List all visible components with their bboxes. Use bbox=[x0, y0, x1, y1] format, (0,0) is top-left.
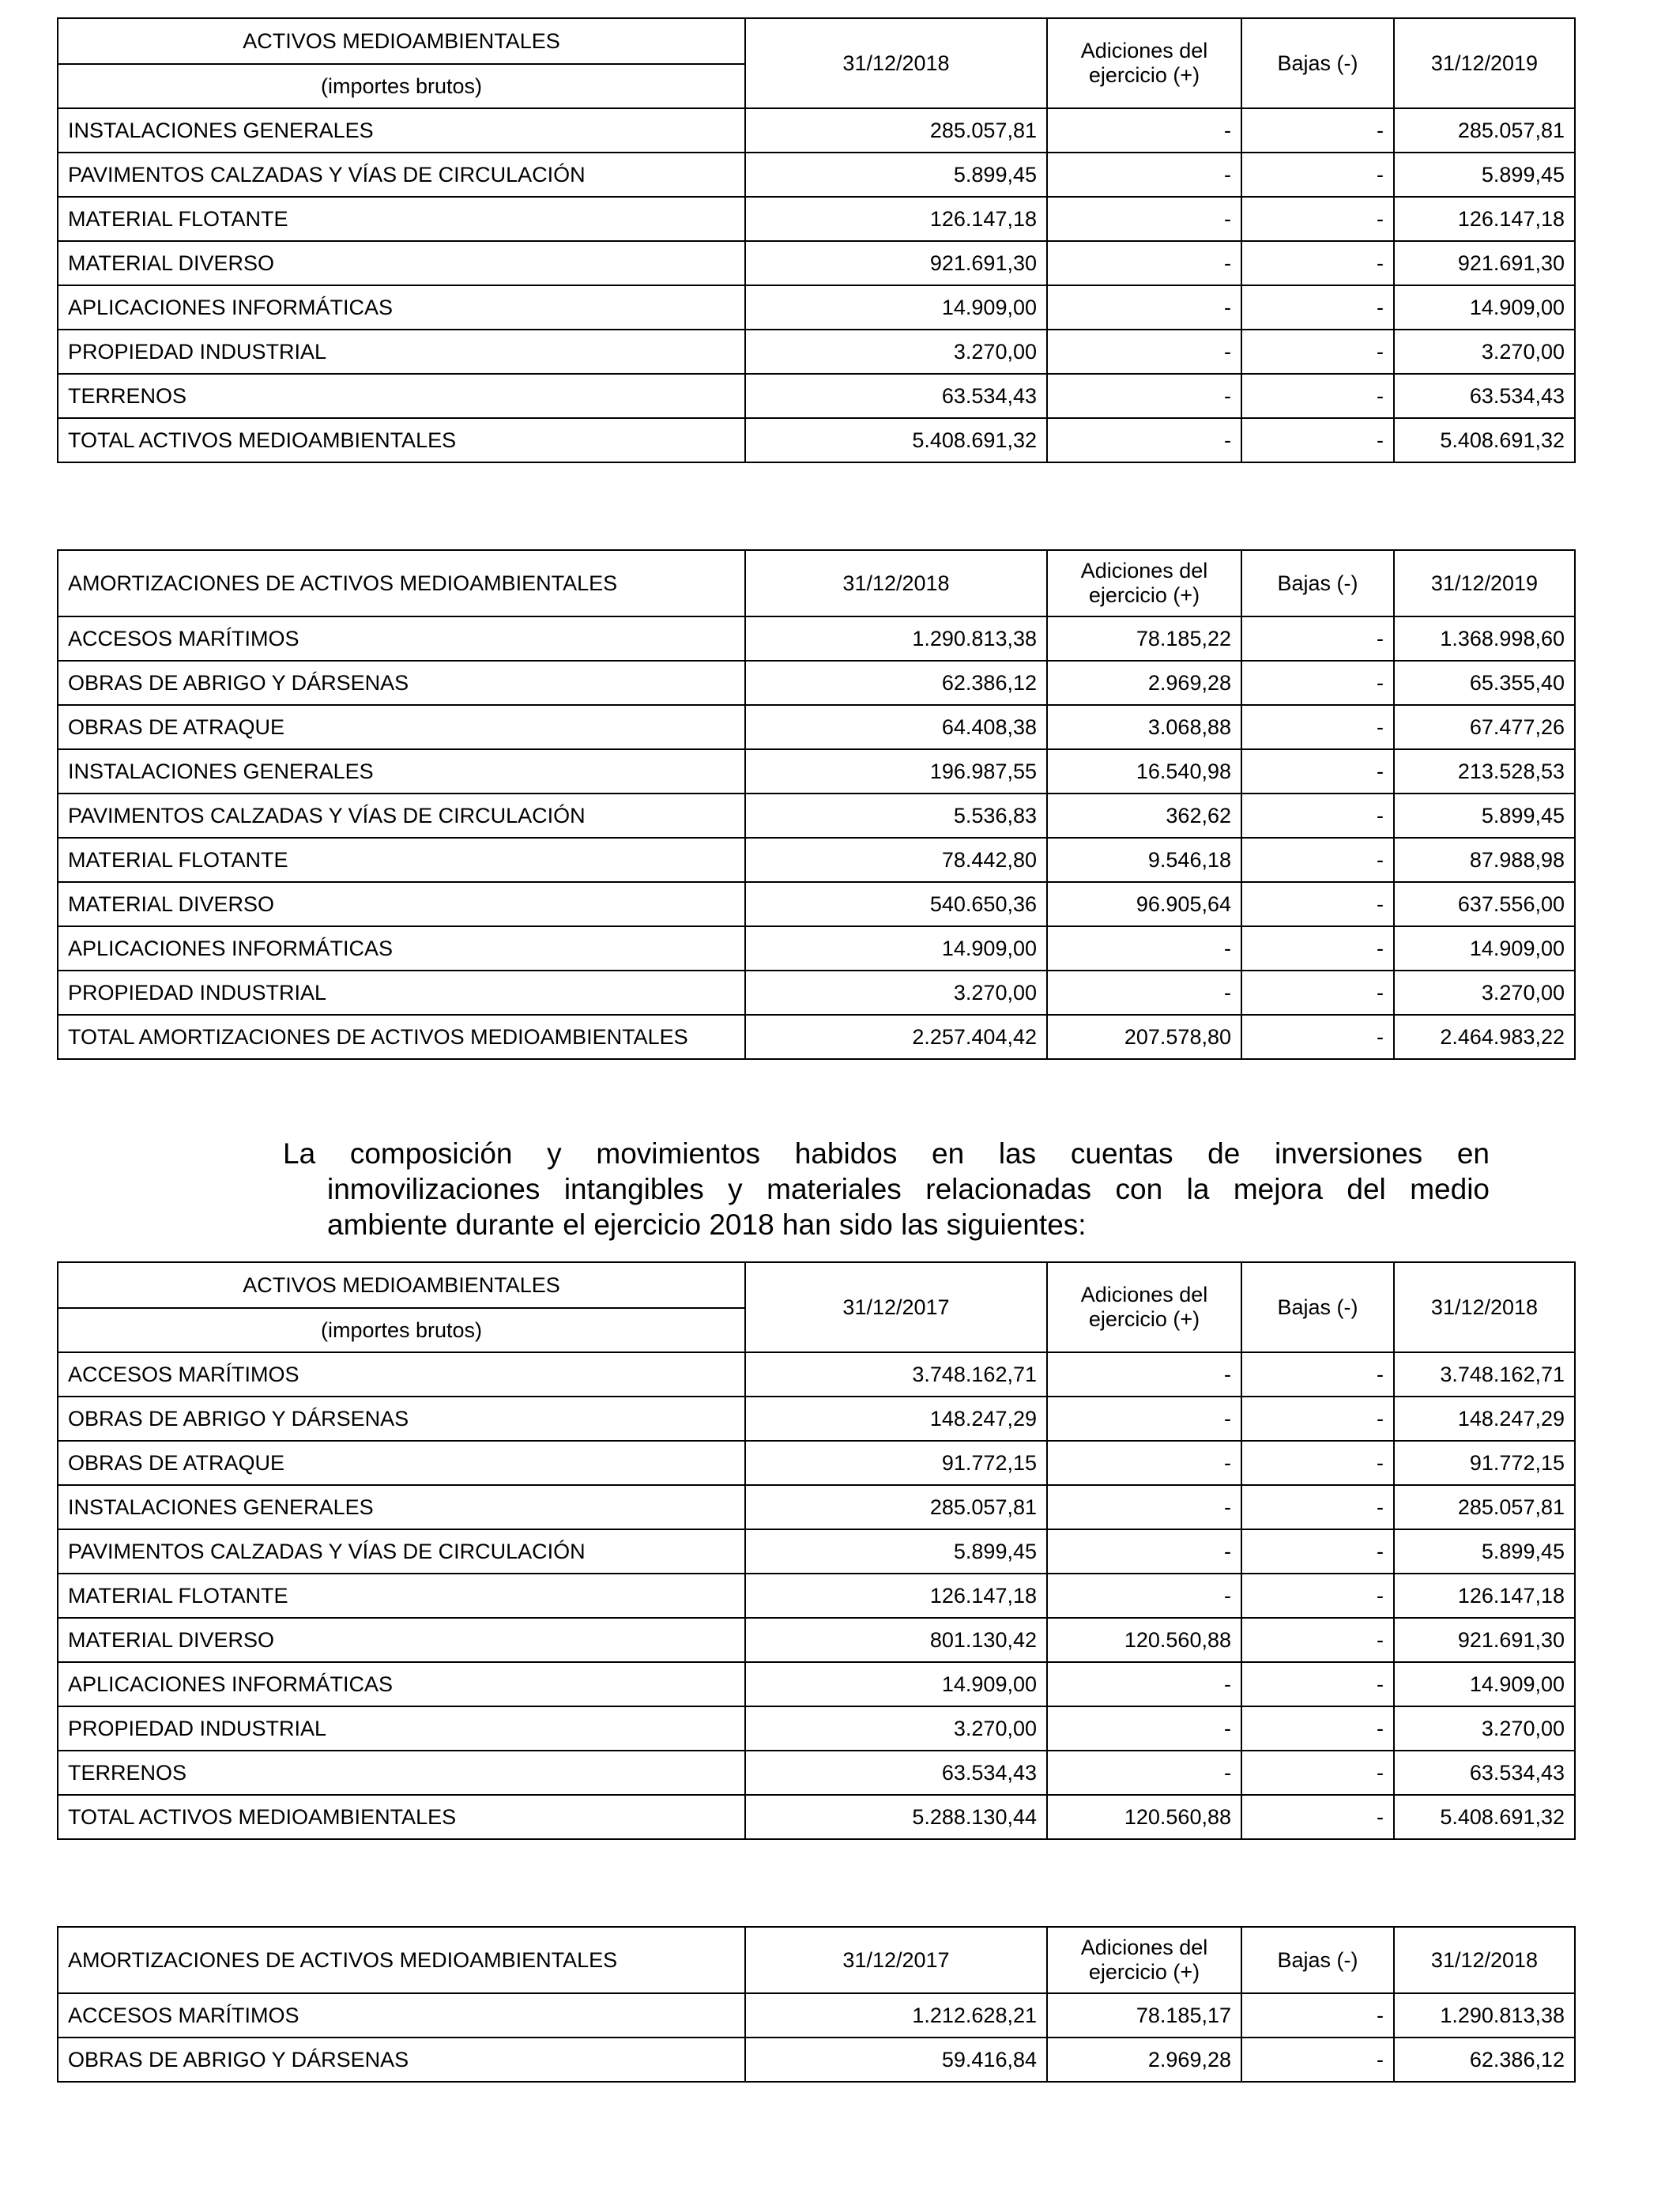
value-additions: - bbox=[1047, 418, 1241, 462]
row-label: OBRAS DE ATRAQUE bbox=[58, 705, 745, 749]
col-header-bajas: Bajas (-) bbox=[1241, 18, 1394, 108]
total-row bbox=[58, 1795, 1575, 1839]
table-row bbox=[58, 749, 1575, 794]
table-row bbox=[58, 926, 1575, 971]
value-end: 1.368.998,60 bbox=[1394, 616, 1575, 661]
value-additions: - bbox=[1047, 1662, 1241, 1706]
table-title: ACTIVOS MEDIOAMBIENTALES bbox=[58, 1262, 745, 1308]
table-title: AMORTIZACIONES DE ACTIVOS MEDIOAMBIENTALES bbox=[58, 550, 745, 616]
value-start: 3.270,00 bbox=[745, 971, 1047, 1015]
col-header-bajas: Bajas (-) bbox=[1241, 1927, 1394, 1993]
value-additions: 9.546,18 bbox=[1047, 838, 1241, 882]
amortizaciones-table-2019 bbox=[57, 549, 1576, 1060]
value-additions: - bbox=[1047, 1441, 1241, 1485]
row-label: MATERIAL FLOTANTE bbox=[58, 838, 745, 882]
value-additions: - bbox=[1047, 926, 1241, 971]
value-start: 14.909,00 bbox=[745, 285, 1047, 330]
value-bajas: - bbox=[1241, 285, 1394, 330]
row-label: TERRENOS bbox=[58, 1751, 745, 1795]
value-start: 14.909,00 bbox=[745, 926, 1047, 971]
row-label: INSTALACIONES GENERALES bbox=[58, 108, 745, 153]
value-end: 2.464.983,22 bbox=[1394, 1015, 1575, 1059]
value-start: 78.442,80 bbox=[745, 838, 1047, 882]
row-label: TOTAL ACTIVOS MEDIOAMBIENTALES bbox=[58, 1795, 745, 1839]
table-row bbox=[58, 616, 1575, 661]
value-end: 285.057,81 bbox=[1394, 108, 1575, 153]
value-start: 91.772,15 bbox=[745, 1441, 1047, 1485]
row-label: ACCESOS MARÍTIMOS bbox=[58, 1352, 745, 1397]
col-header-start: 31/12/2017 bbox=[745, 1927, 1047, 1993]
value-additions: - bbox=[1047, 1397, 1241, 1441]
table-row bbox=[58, 241, 1575, 285]
value-start: 5.899,45 bbox=[745, 153, 1047, 197]
value-additions: 96.905,64 bbox=[1047, 882, 1241, 926]
value-bajas: - bbox=[1241, 1993, 1394, 2038]
total-row bbox=[58, 1015, 1575, 1059]
table-row bbox=[58, 794, 1575, 838]
value-additions: - bbox=[1047, 197, 1241, 241]
value-end: 87.988,98 bbox=[1394, 838, 1575, 882]
value-additions: 120.560,88 bbox=[1047, 1795, 1241, 1839]
value-end: 126.147,18 bbox=[1394, 1574, 1575, 1618]
row-label: PROPIEDAD INDUSTRIAL bbox=[58, 1706, 745, 1751]
row-label: TOTAL ACTIVOS MEDIOAMBIENTALES bbox=[58, 418, 745, 462]
value-additions: - bbox=[1047, 153, 1241, 197]
row-label: PAVIMENTOS CALZADAS Y VÍAS DE CIRCULACIÓN bbox=[58, 794, 745, 838]
col-header-end: 31/12/2019 bbox=[1394, 550, 1575, 616]
value-start: 5.288.130,44 bbox=[745, 1795, 1047, 1839]
value-start: 63.534,43 bbox=[745, 1751, 1047, 1795]
col-header-additions: Adiciones del ejercicio (+) bbox=[1047, 550, 1241, 616]
value-start: 14.909,00 bbox=[745, 1662, 1047, 1706]
row-label: ACCESOS MARÍTIMOS bbox=[58, 616, 745, 661]
value-additions: - bbox=[1047, 971, 1241, 1015]
table-row bbox=[58, 1574, 1575, 1618]
total-row bbox=[58, 418, 1575, 462]
value-bajas: - bbox=[1241, 374, 1394, 418]
value-bajas: - bbox=[1241, 1795, 1394, 1839]
value-start: 2.257.404,42 bbox=[745, 1015, 1047, 1059]
value-bajas: - bbox=[1241, 1397, 1394, 1441]
row-label: OBRAS DE ABRIGO Y DÁRSENAS bbox=[58, 2038, 745, 2082]
value-additions: - bbox=[1047, 374, 1241, 418]
value-additions: - bbox=[1047, 1352, 1241, 1397]
paragraph-line: inmovilizaciones intangibles y materiales relacionadas con la mejora del medio bbox=[327, 1173, 1490, 1205]
value-bajas: - bbox=[1241, 1529, 1394, 1574]
value-bajas: - bbox=[1241, 1015, 1394, 1059]
value-additions: - bbox=[1047, 1485, 1241, 1529]
value-bajas: - bbox=[1241, 153, 1394, 197]
row-label: OBRAS DE ABRIGO Y DÁRSENAS bbox=[58, 1397, 745, 1441]
value-end: 5.899,45 bbox=[1394, 1529, 1575, 1574]
value-end: 3.270,00 bbox=[1394, 330, 1575, 374]
value-additions: 2.969,28 bbox=[1047, 2038, 1241, 2082]
row-label: MATERIAL DIVERSO bbox=[58, 241, 745, 285]
value-start: 59.416,84 bbox=[745, 2038, 1047, 2082]
table-row bbox=[58, 1352, 1575, 1397]
value-bajas: - bbox=[1241, 1706, 1394, 1751]
value-additions: - bbox=[1047, 108, 1241, 153]
value-end: 213.528,53 bbox=[1394, 749, 1575, 794]
value-bajas: - bbox=[1241, 616, 1394, 661]
col-header-end: 31/12/2018 bbox=[1394, 1927, 1575, 1993]
value-additions: - bbox=[1047, 1706, 1241, 1751]
row-label: OBRAS DE ATRAQUE bbox=[58, 1441, 745, 1485]
row-label: MATERIAL DIVERSO bbox=[58, 1618, 745, 1662]
value-bajas: - bbox=[1241, 1751, 1394, 1795]
value-end: 285.057,81 bbox=[1394, 1485, 1575, 1529]
value-start: 285.057,81 bbox=[745, 108, 1047, 153]
value-bajas: - bbox=[1241, 705, 1394, 749]
value-end: 126.147,18 bbox=[1394, 197, 1575, 241]
value-bajas: - bbox=[1241, 794, 1394, 838]
table-row bbox=[58, 1397, 1575, 1441]
row-label: TOTAL AMORTIZACIONES DE ACTIVOS MEDIOAMBIENTALES bbox=[58, 1015, 745, 1059]
table-row bbox=[58, 374, 1575, 418]
value-end: 921.691,30 bbox=[1394, 241, 1575, 285]
value-bajas: - bbox=[1241, 1662, 1394, 1706]
col-header-start: 31/12/2018 bbox=[745, 18, 1047, 108]
value-start: 148.247,29 bbox=[745, 1397, 1047, 1441]
value-start: 64.408,38 bbox=[745, 705, 1047, 749]
row-label: MATERIAL FLOTANTE bbox=[58, 1574, 745, 1618]
value-end: 65.355,40 bbox=[1394, 661, 1575, 705]
value-end: 14.909,00 bbox=[1394, 926, 1575, 971]
table-row bbox=[58, 838, 1575, 882]
paragraph-line: La composición y movimientos habidos en las cuentas de inversiones en bbox=[283, 1137, 1490, 1170]
value-end: 3.748.162,71 bbox=[1394, 1352, 1575, 1397]
table-row bbox=[58, 108, 1575, 153]
value-end: 63.534,43 bbox=[1394, 1751, 1575, 1795]
row-label: MATERIAL FLOTANTE bbox=[58, 197, 745, 241]
table-row bbox=[58, 285, 1575, 330]
value-start: 3.748.162,71 bbox=[745, 1352, 1047, 1397]
value-bajas: - bbox=[1241, 2038, 1394, 2082]
paragraph-line: ambiente durante el ejercicio 2018 han sido las siguientes: bbox=[327, 1208, 1087, 1241]
table-row bbox=[58, 882, 1575, 926]
table-title: ACTIVOS MEDIOAMBIENTALES bbox=[58, 18, 745, 64]
value-end: 14.909,00 bbox=[1394, 285, 1575, 330]
table-subtitle: (importes brutos) bbox=[58, 1308, 745, 1352]
value-bajas: - bbox=[1241, 1352, 1394, 1397]
row-label: APLICACIONES INFORMÁTICAS bbox=[58, 926, 745, 971]
row-label: APLICACIONES INFORMÁTICAS bbox=[58, 1662, 745, 1706]
value-additions: - bbox=[1047, 330, 1241, 374]
col-header-start: 31/12/2018 bbox=[745, 550, 1047, 616]
col-header-end: 31/12/2018 bbox=[1394, 1262, 1575, 1352]
row-label: TERRENOS bbox=[58, 374, 745, 418]
col-header-end: 31/12/2019 bbox=[1394, 18, 1575, 108]
value-start: 3.270,00 bbox=[745, 330, 1047, 374]
value-end: 63.534,43 bbox=[1394, 374, 1575, 418]
row-label: PROPIEDAD INDUSTRIAL bbox=[58, 330, 745, 374]
value-bajas: - bbox=[1241, 882, 1394, 926]
value-bajas: - bbox=[1241, 197, 1394, 241]
value-bajas: - bbox=[1241, 749, 1394, 794]
value-additions: 16.540,98 bbox=[1047, 749, 1241, 794]
table-row bbox=[58, 705, 1575, 749]
value-end: 1.290.813,38 bbox=[1394, 1993, 1575, 2038]
value-start: 5.536,83 bbox=[745, 794, 1047, 838]
value-additions: - bbox=[1047, 241, 1241, 285]
row-label: INSTALACIONES GENERALES bbox=[58, 1485, 745, 1529]
value-bajas: - bbox=[1241, 330, 1394, 374]
table-row bbox=[58, 153, 1575, 197]
table-row bbox=[58, 1706, 1575, 1751]
table-row bbox=[58, 1662, 1575, 1706]
row-label: INSTALACIONES GENERALES bbox=[58, 749, 745, 794]
value-end: 91.772,15 bbox=[1394, 1441, 1575, 1485]
table-row bbox=[58, 661, 1575, 705]
table-row bbox=[58, 2038, 1575, 2082]
table-row bbox=[58, 1529, 1575, 1574]
table-row bbox=[58, 971, 1575, 1015]
value-bajas: - bbox=[1241, 1441, 1394, 1485]
value-end: 921.691,30 bbox=[1394, 1618, 1575, 1662]
value-start: 196.987,55 bbox=[745, 749, 1047, 794]
value-end: 3.270,00 bbox=[1394, 971, 1575, 1015]
value-bajas: - bbox=[1241, 661, 1394, 705]
col-header-start: 31/12/2017 bbox=[745, 1262, 1047, 1352]
table-header-row bbox=[58, 550, 1575, 616]
row-label: PAVIMENTOS CALZADAS Y VÍAS DE CIRCULACIÓN bbox=[58, 153, 745, 197]
row-label: ACCESOS MARÍTIMOS bbox=[58, 1993, 745, 2038]
value-end: 67.477,26 bbox=[1394, 705, 1575, 749]
row-label: PROPIEDAD INDUSTRIAL bbox=[58, 971, 745, 1015]
explanatory-paragraph bbox=[283, 1136, 1490, 1242]
value-end: 5.899,45 bbox=[1394, 153, 1575, 197]
value-start: 921.691,30 bbox=[745, 241, 1047, 285]
col-header-bajas: Bajas (-) bbox=[1241, 550, 1394, 616]
table-row bbox=[58, 1485, 1575, 1529]
row-label: OBRAS DE ABRIGO Y DÁRSENAS bbox=[58, 661, 745, 705]
value-bajas: - bbox=[1241, 418, 1394, 462]
activos-table-2019 bbox=[57, 17, 1576, 463]
value-end: 62.386,12 bbox=[1394, 2038, 1575, 2082]
value-end: 5.408.691,32 bbox=[1394, 1795, 1575, 1839]
value-bajas: - bbox=[1241, 926, 1394, 971]
value-end: 14.909,00 bbox=[1394, 1662, 1575, 1706]
value-bajas: - bbox=[1241, 1618, 1394, 1662]
value-bajas: - bbox=[1241, 108, 1394, 153]
value-additions: 78.185,17 bbox=[1047, 1993, 1241, 2038]
value-start: 1.290.813,38 bbox=[745, 616, 1047, 661]
value-additions: - bbox=[1047, 1751, 1241, 1795]
value-end: 5.408.691,32 bbox=[1394, 418, 1575, 462]
value-end: 3.270,00 bbox=[1394, 1706, 1575, 1751]
value-additions: 3.068,88 bbox=[1047, 705, 1241, 749]
value-start: 285.057,81 bbox=[745, 1485, 1047, 1529]
value-additions: - bbox=[1047, 1574, 1241, 1618]
value-additions: - bbox=[1047, 285, 1241, 330]
value-additions: 120.560,88 bbox=[1047, 1618, 1241, 1662]
table-header-row bbox=[58, 1262, 1575, 1308]
col-header-additions: Adiciones del ejercicio (+) bbox=[1047, 1262, 1241, 1352]
value-start: 5.408.691,32 bbox=[745, 418, 1047, 462]
value-start: 3.270,00 bbox=[745, 1706, 1047, 1751]
table-row bbox=[58, 330, 1575, 374]
value-start: 5.899,45 bbox=[745, 1529, 1047, 1574]
table-title: AMORTIZACIONES DE ACTIVOS MEDIOAMBIENTALES bbox=[58, 1927, 745, 1993]
table-header-row bbox=[58, 18, 1575, 64]
table-row bbox=[58, 1993, 1575, 2038]
col-header-additions: Adiciones del ejercicio (+) bbox=[1047, 18, 1241, 108]
value-start: 801.130,42 bbox=[745, 1618, 1047, 1662]
value-start: 540.650,36 bbox=[745, 882, 1047, 926]
table-row bbox=[58, 197, 1575, 241]
row-label: APLICACIONES INFORMÁTICAS bbox=[58, 285, 745, 330]
value-start: 63.534,43 bbox=[745, 374, 1047, 418]
value-additions: 2.969,28 bbox=[1047, 661, 1241, 705]
row-label: MATERIAL DIVERSO bbox=[58, 882, 745, 926]
value-bajas: - bbox=[1241, 1574, 1394, 1618]
value-start: 62.386,12 bbox=[745, 661, 1047, 705]
value-start: 126.147,18 bbox=[745, 1574, 1047, 1618]
value-bajas: - bbox=[1241, 971, 1394, 1015]
value-bajas: - bbox=[1241, 1485, 1394, 1529]
table-row bbox=[58, 1618, 1575, 1662]
activos-table-2018 bbox=[57, 1261, 1576, 1840]
value-end: 148.247,29 bbox=[1394, 1397, 1575, 1441]
table-header-row bbox=[58, 1927, 1575, 1993]
table-row bbox=[58, 1751, 1575, 1795]
value-additions: 362,62 bbox=[1047, 794, 1241, 838]
row-label: PAVIMENTOS CALZADAS Y VÍAS DE CIRCULACIÓN bbox=[58, 1529, 745, 1574]
amortizaciones-table-2018 bbox=[57, 1926, 1576, 2083]
value-additions: - bbox=[1047, 1529, 1241, 1574]
value-end: 637.556,00 bbox=[1394, 882, 1575, 926]
table-row bbox=[58, 1441, 1575, 1485]
value-additions: 78.185,22 bbox=[1047, 616, 1241, 661]
value-bajas: - bbox=[1241, 241, 1394, 285]
value-start: 126.147,18 bbox=[745, 197, 1047, 241]
value-additions: 207.578,80 bbox=[1047, 1015, 1241, 1059]
value-bajas: - bbox=[1241, 838, 1394, 882]
value-start: 1.212.628,21 bbox=[745, 1993, 1047, 2038]
col-header-bajas: Bajas (-) bbox=[1241, 1262, 1394, 1352]
table-subtitle: (importes brutos) bbox=[58, 64, 745, 108]
col-header-additions: Adiciones del ejercicio (+) bbox=[1047, 1927, 1241, 1993]
value-end: 5.899,45 bbox=[1394, 794, 1575, 838]
